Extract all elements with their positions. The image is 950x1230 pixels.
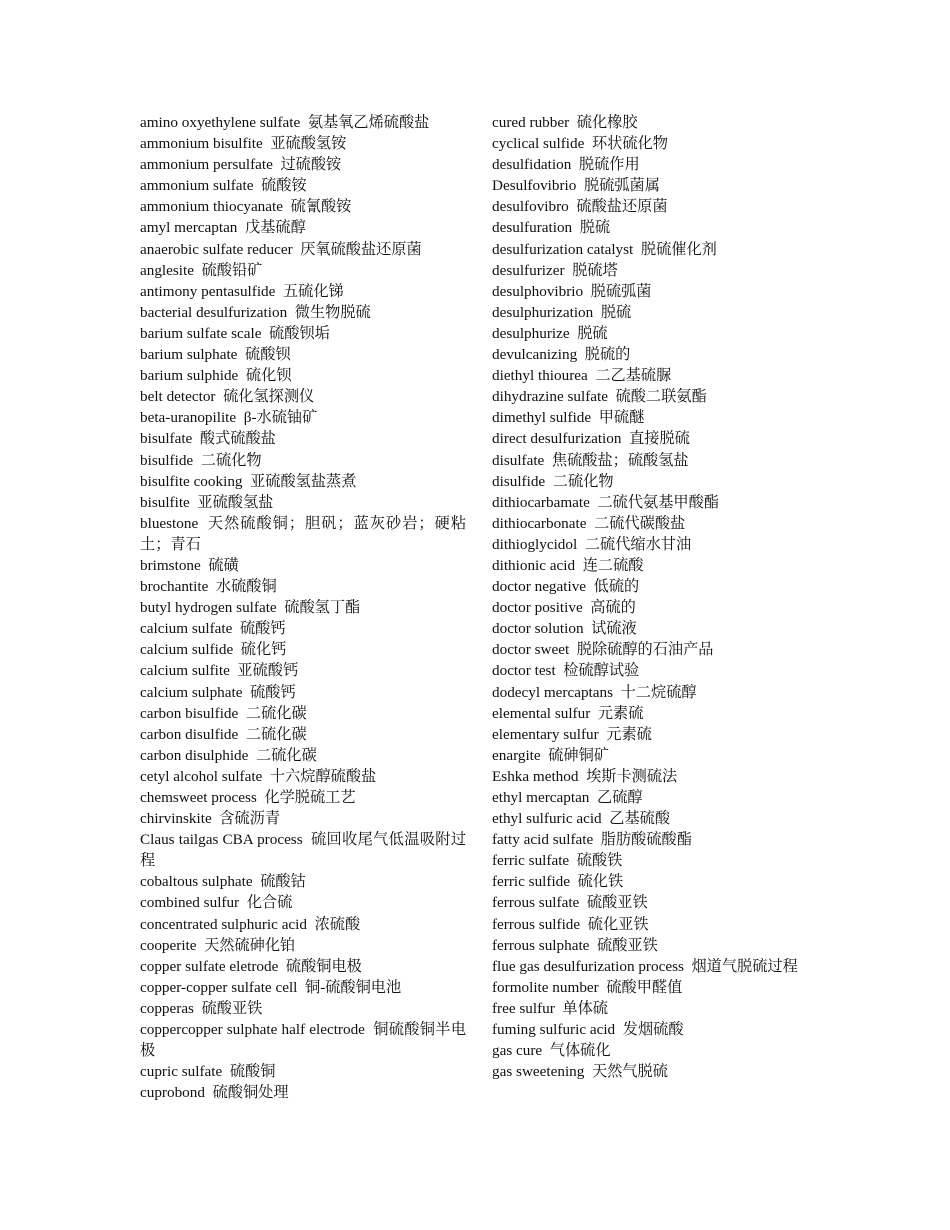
- glossary-entry: [140, 787, 466, 808]
- glossary-entry: [140, 386, 466, 407]
- entry-definition: 单体硫: [562, 999, 608, 1017]
- entry-term: fuming sulfuric acid: [492, 1021, 616, 1039]
- entry-term: diethyl thiourea: [492, 367, 588, 385]
- glossary-entry: [140, 914, 466, 935]
- glossary-entry: [492, 513, 818, 534]
- glossary-entry: [492, 281, 818, 302]
- glossary-entry: [492, 850, 818, 871]
- entry-term: ethyl mercaptan: [492, 789, 590, 806]
- glossary-entry: [140, 576, 466, 597]
- glossary-entry: [492, 365, 818, 386]
- glossary-entry: [492, 196, 818, 217]
- entry-definition: 十六烷醇硫酸盐: [269, 767, 377, 785]
- entry-definition: 元素硫: [597, 704, 644, 722]
- glossary-entry: [492, 787, 818, 808]
- entry-term: ammonium bisulfite: [140, 135, 263, 153]
- entry-term: ferrous sulfate: [492, 894, 580, 912]
- glossary-entry: [492, 323, 818, 344]
- glossary-entry: [492, 576, 818, 597]
- glossary-entry: [492, 239, 818, 260]
- glossary-entry: [140, 428, 466, 449]
- glossary-entry: [492, 133, 818, 154]
- entry-term: carbon disulfide: [140, 725, 239, 743]
- glossary-entry: [140, 1082, 466, 1103]
- entry-definition: 元素硫: [606, 725, 652, 743]
- entry-term: butyl hydrogen sulfate: [140, 599, 277, 617]
- entry-definition: 脱硫: [577, 324, 608, 342]
- entry-definition: 亚硫酸钙: [237, 662, 299, 680]
- entry-term: doctor test: [492, 662, 556, 680]
- entry-term: amino oxyethylene sulfate: [140, 114, 301, 131]
- glossary-entry: [140, 871, 466, 892]
- entry-definition: 气体硫化: [549, 1042, 611, 1060]
- glossary-entry: [492, 998, 818, 1019]
- glossary-entry: [140, 281, 466, 302]
- glossary-column-left: [140, 112, 466, 1103]
- entry-term: bisulfite: [140, 493, 190, 511]
- entry-term: dithiocarbonate: [492, 514, 587, 532]
- entry-definition: 二硫化碳: [245, 704, 307, 722]
- entry-definition: 硫酸氢丁酯: [284, 599, 361, 617]
- entry-term: calcium sulphate: [140, 683, 243, 701]
- entry-term: combined sulfur: [140, 894, 240, 912]
- glossary-entry: [140, 1019, 466, 1061]
- entry-term: cooperite: [140, 936, 197, 954]
- entry-term: dodecyl mercaptans: [492, 683, 614, 701]
- glossary-entry: [492, 260, 818, 281]
- entry-definition: 试硫液: [591, 620, 637, 638]
- glossary-entry: [492, 808, 818, 829]
- glossary-entry: [492, 1061, 818, 1082]
- entry-definition: 硫氰酸铵: [290, 198, 352, 216]
- entry-term: desulfuration: [492, 219, 573, 237]
- glossary-entry: [492, 914, 818, 935]
- entry-definition: 硫酸铅矿: [201, 261, 263, 279]
- glossary-entry: [140, 703, 466, 724]
- entry-term: calcium sulfate: [140, 620, 233, 638]
- entry-definition: 硫酸亚铁: [597, 936, 658, 954]
- glossary-entry: [492, 745, 818, 766]
- entry-definition: 二硫代碳酸盐: [594, 514, 686, 532]
- entry-term: barium sulphate: [140, 346, 238, 364]
- entry-term: flue gas desulfurization process: [492, 957, 684, 975]
- glossary-entry: [492, 175, 818, 196]
- glossary-entry: [140, 217, 466, 238]
- glossary-entry: [140, 260, 466, 281]
- entry-term: copper-copper sulfate cell: [140, 978, 298, 996]
- entry-definition: 过硫酸铵: [280, 156, 342, 174]
- entry-term: elemental sulfur: [492, 704, 591, 722]
- entry-definition: 硫化氢探测仪: [223, 388, 315, 406]
- entry-definition: 二硫化物: [200, 451, 262, 469]
- glossary-entry: [140, 471, 466, 492]
- entry-term: ammonium thiocyanate: [140, 198, 283, 216]
- entry-definition: 氨基氧乙烯硫酸盐: [307, 114, 430, 131]
- entry-term: cuprobond: [140, 1084, 205, 1102]
- entry-term: coppercopper sulphate half electrode: [140, 1021, 365, 1039]
- entry-definition: 二硫化碳: [245, 725, 307, 743]
- entry-term: desulphurize: [492, 324, 570, 342]
- glossary-entry: [140, 365, 466, 386]
- entry-term: Claus tailgas CBA process: [140, 831, 303, 849]
- entry-definition: 硫化铁: [577, 873, 624, 891]
- glossary-entry: [492, 428, 818, 449]
- glossary-entry: [492, 660, 818, 681]
- glossary-entry: [140, 597, 466, 618]
- entry-definition: 亚硫酸氢铵: [270, 135, 347, 153]
- entry-term: doctor sweet: [492, 641, 570, 659]
- entry-term: anglesite: [140, 261, 194, 279]
- entry-definition: 甲硫醚: [598, 409, 645, 427]
- glossary-entry: [492, 1019, 818, 1040]
- entry-definition: 硫酸甲醛值: [606, 978, 683, 996]
- entry-term: desulfurizer: [492, 261, 565, 279]
- entry-term: ammonium sulfate: [140, 177, 254, 195]
- entry-term: disulfate: [492, 451, 545, 469]
- glossary-entry: [492, 766, 818, 787]
- entry-term: copperas: [140, 999, 194, 1017]
- entry-definition: 厌氧硫酸盐还原菌: [300, 240, 422, 258]
- entry-term: carbon bisulfide: [140, 704, 239, 722]
- entry-term: calcium sulfite: [140, 662, 230, 680]
- entry-term: desulfovibro: [492, 198, 569, 216]
- glossary-entry: [140, 892, 466, 913]
- entry-term: doctor solution: [492, 620, 584, 638]
- entry-definition: 五硫化锑: [282, 282, 344, 300]
- entry-term: cobaltous sulphate: [140, 873, 253, 891]
- entry-definition: 二硫化碳: [256, 746, 317, 764]
- entry-definition: 烟道气脱硫过程: [691, 957, 798, 975]
- entry-definition: 检硫醇试验: [563, 662, 640, 680]
- entry-term: ferric sulfate: [492, 852, 570, 870]
- glossary-entry: [140, 239, 466, 260]
- glossary-entry: [140, 808, 466, 829]
- entry-term: dithiocarbamate: [492, 493, 590, 511]
- entry-definition: 硫砷铜矿: [548, 746, 609, 764]
- entry-definition: 脱硫作用: [578, 156, 640, 174]
- entry-term: doctor positive: [492, 599, 583, 617]
- glossary-entry: [492, 703, 818, 724]
- glossary-entry: [140, 112, 466, 133]
- glossary-entry: [140, 935, 466, 956]
- entry-term: dihydrazine sulfate: [492, 388, 608, 406]
- entry-definition: 十二烷硫醇: [620, 683, 697, 701]
- entry-definition: 水硫酸铜: [215, 578, 277, 596]
- glossary-entry: [140, 745, 466, 766]
- glossary-entry: [140, 639, 466, 660]
- glossary-entry: [140, 682, 466, 703]
- entry-definition: β-水硫铀矿: [243, 409, 318, 427]
- entry-definition: 二硫代氨基甲酸酯: [597, 493, 719, 511]
- entry-definition: 硫酸盐还原菌: [576, 198, 668, 216]
- glossary-entry: [492, 534, 818, 555]
- entry-definition: 直接脱硫: [629, 430, 690, 448]
- entry-term: calcium sulfide: [140, 641, 234, 659]
- entry-term: desulfidation: [492, 156, 572, 174]
- entry-definition: 焦硫酸盐；硫酸氢盐: [551, 451, 689, 469]
- entry-definition: 天然气脱硫: [591, 1063, 668, 1081]
- entry-definition: 脱硫弧菌属: [583, 177, 660, 195]
- entry-term: Eshka method: [492, 767, 579, 785]
- glossary-entry: [492, 829, 818, 850]
- entry-term: chemsweet process: [140, 789, 257, 806]
- entry-definition: 脱硫的: [584, 346, 631, 364]
- entry-term: chirvinskite: [140, 810, 212, 828]
- entry-definition: 亚硫酸氢盐蒸煮: [250, 472, 357, 490]
- entry-definition: 硫酸铜: [229, 1063, 276, 1081]
- entry-term: carbon disulphide: [140, 746, 249, 764]
- entry-term: desulphovibrio: [492, 282, 584, 300]
- entry-definition: 乙硫醇: [597, 789, 643, 806]
- entry-term: free sulfur: [492, 999, 555, 1017]
- entry-definition: 脱硫: [600, 303, 632, 321]
- glossary-entry: [140, 450, 466, 471]
- entry-definition: 脱硫: [579, 219, 611, 237]
- entry-term: bisulfate: [140, 430, 193, 448]
- entry-term: ammonium persulfate: [140, 156, 273, 174]
- entry-definition: 脂肪酸硫酸酯: [600, 831, 692, 849]
- glossary-entry: [140, 998, 466, 1019]
- glossary-entry: [140, 829, 466, 871]
- glossary-entry: [492, 724, 818, 745]
- entry-definition: 硫酸二联氨酯: [615, 388, 707, 406]
- glossary-entry: [492, 977, 818, 998]
- entry-definition: 硫化橡胶: [576, 114, 638, 131]
- entry-definition: 铜硫酸铜半电极: [140, 1021, 467, 1060]
- glossary-entry: [492, 344, 818, 365]
- entry-definition: 硫酸铁: [576, 852, 623, 870]
- entry-term: gas cure: [492, 1042, 543, 1060]
- glossary-entry: [492, 450, 818, 471]
- entry-definition: 脱硫催化剂: [640, 240, 717, 258]
- entry-definition: 乙基硫酸: [609, 810, 670, 828]
- glossary-entry: [492, 935, 818, 956]
- glossary-entry: [140, 660, 466, 681]
- glossary-entry: [492, 492, 818, 513]
- glossary-entry: [492, 871, 818, 892]
- entry-term: bluestone: [140, 514, 199, 532]
- entry-term: elementary sulfur: [492, 725, 599, 743]
- entry-definition: 硫酸铜处理: [212, 1084, 289, 1102]
- glossary-entry: [492, 217, 818, 238]
- entry-definition: 硫酸钙: [250, 683, 296, 701]
- glossary-entry: [140, 977, 466, 998]
- entry-term: dimethyl sulfide: [492, 409, 592, 427]
- glossary-entry: [140, 956, 466, 977]
- entry-term: enargite: [492, 746, 541, 764]
- entry-term: gas sweetening: [492, 1063, 585, 1081]
- entry-definition: 低硫的: [593, 578, 640, 596]
- entry-term: beta-uranopilite: [140, 409, 237, 427]
- entry-term: ethyl sulfuric acid: [492, 810, 602, 828]
- entry-term: bisulfide: [140, 451, 194, 469]
- entry-term: cupric sulfate: [140, 1063, 223, 1081]
- entry-definition: 脱硫弧菌: [590, 282, 652, 300]
- entry-term: brimstone: [140, 556, 201, 574]
- glossary-entry: [140, 302, 466, 323]
- entry-definition: 二硫化物: [552, 472, 614, 490]
- glossary-entry: [140, 175, 466, 196]
- entry-term: bisulfite cooking: [140, 472, 243, 490]
- entry-definition: 硫化钡: [245, 367, 292, 385]
- entry-definition: 埃斯卡测硫法: [586, 767, 678, 785]
- glossary-entry: [492, 386, 818, 407]
- glossary-entry: [140, 154, 466, 175]
- glossary-entry: [140, 513, 466, 555]
- entry-term: doctor negative: [492, 578, 587, 596]
- entry-definition: 戊基硫醇: [245, 219, 306, 237]
- entry-definition: 硫酸铵: [261, 177, 307, 195]
- entry-term: copper sulfate eletrode: [140, 957, 279, 975]
- entry-definition: 硫化亚铁: [587, 915, 649, 933]
- entry-term: devulcanizing: [492, 346, 578, 364]
- glossary-entry: [140, 1061, 466, 1082]
- entry-definition: 硫酸亚铁: [201, 999, 263, 1017]
- entry-term: bacterial desulfurization: [140, 303, 288, 321]
- entry-definition: 硫酸铜电极: [285, 957, 362, 975]
- glossary-entry: [140, 196, 466, 217]
- glossary-column-right: [492, 112, 818, 1082]
- entry-definition: 硫酸钡: [245, 346, 291, 364]
- entry-definition: 微生物脱硫: [294, 303, 371, 321]
- entry-term: desulfurization catalyst: [492, 240, 634, 258]
- entry-term: ferric sulfide: [492, 873, 571, 891]
- glossary-entry: [492, 555, 818, 576]
- glossary-entry: [492, 597, 818, 618]
- entry-term: belt detector: [140, 388, 216, 406]
- entry-definition: 硫化钙: [240, 641, 287, 659]
- entry-definition: 硫酸亚铁: [586, 894, 648, 912]
- entry-definition: 浓硫酸: [314, 915, 361, 933]
- entry-term: Desulfovibrio: [492, 177, 577, 195]
- glossary-entry: [140, 766, 466, 787]
- entry-definition: 化学脱硫工艺: [264, 789, 356, 806]
- glossary-entry: [492, 892, 818, 913]
- entry-term: concentrated sulphuric acid: [140, 915, 307, 933]
- entry-definition: 亚硫酸氢盐: [197, 493, 274, 511]
- entry-definition: 酸式硫酸盐: [199, 430, 276, 448]
- entry-definition: 脱硫塔: [572, 261, 618, 279]
- entry-definition: 二乙基硫脲: [595, 367, 672, 385]
- glossary-entry: [140, 618, 466, 639]
- entry-term: cyclical sulfide: [492, 135, 585, 153]
- entry-definition: 硫酸钙: [239, 620, 286, 638]
- glossary-entry: [140, 555, 466, 576]
- entry-definition: 发烟硫酸: [622, 1021, 684, 1039]
- entry-definition: 硫酸钴: [260, 873, 306, 891]
- glossary-entry: [492, 618, 818, 639]
- entry-term: disulfide: [492, 472, 546, 490]
- glossary-entry: [140, 724, 466, 745]
- entry-definition: 硫磺: [208, 556, 239, 574]
- entry-term: ferrous sulphate: [492, 936, 590, 954]
- entry-term: brochantite: [140, 578, 209, 596]
- entry-term: antimony pentasulfide: [140, 282, 276, 300]
- entry-definition: 含硫沥青: [219, 810, 281, 828]
- entry-definition: 化合硫: [246, 894, 293, 912]
- glossary-entry: [492, 682, 818, 703]
- entry-term: amyl mercaptan: [140, 219, 238, 237]
- entry-term: cetyl alcohol sulfate: [140, 767, 263, 785]
- glossary-entry: [492, 956, 818, 977]
- entry-definition: 脱除硫醇的石油产品: [576, 641, 714, 659]
- entry-definition: 二硫代缩水甘油: [584, 535, 692, 553]
- entry-definition: 天然硫砷化铂: [204, 936, 296, 954]
- glossary-entry: [492, 154, 818, 175]
- glossary-entry: [492, 407, 818, 428]
- entry-term: anaerobic sulfate reducer: [140, 240, 293, 258]
- entry-definition: 天然硫酸铜；胆矾；蓝灰砂岩；硬粘土；青石: [140, 514, 467, 553]
- entry-definition: 铜-硫酸铜电池: [305, 978, 402, 996]
- entry-term: dithionic acid: [492, 556, 576, 574]
- glossary-entry: [492, 1040, 818, 1061]
- glossary-entry: [492, 302, 818, 323]
- glossary-entry: [492, 112, 818, 133]
- entry-term: direct desulfurization: [492, 430, 622, 448]
- glossary-entry: [140, 133, 466, 154]
- entry-term: formolite number: [492, 978, 599, 996]
- entry-term: dithioglycidol: [492, 535, 578, 553]
- entry-term: fatty acid sulfate: [492, 831, 594, 849]
- entry-term: cured rubber: [492, 114, 570, 131]
- glossary-entry: [140, 344, 466, 365]
- entry-definition: 硫回收尾气低温吸附过程: [140, 831, 467, 870]
- entry-definition: 环状硫化物: [591, 135, 668, 153]
- glossary-entry: [140, 492, 466, 513]
- entry-term: barium sulfate scale: [140, 324, 262, 342]
- entry-term: ferrous sulfide: [492, 915, 581, 933]
- entry-definition: 硫酸钡垢: [269, 324, 330, 342]
- glossary-entry: [492, 471, 818, 492]
- entry-term: barium sulphide: [140, 367, 239, 385]
- glossary-entry: [140, 323, 466, 344]
- entry-term: desulphurization: [492, 303, 594, 321]
- glossary-entry: [492, 639, 818, 660]
- glossary-entry: [140, 407, 466, 428]
- entry-definition: 高硫的: [590, 599, 636, 617]
- entry-definition: 连二硫酸: [582, 556, 644, 574]
